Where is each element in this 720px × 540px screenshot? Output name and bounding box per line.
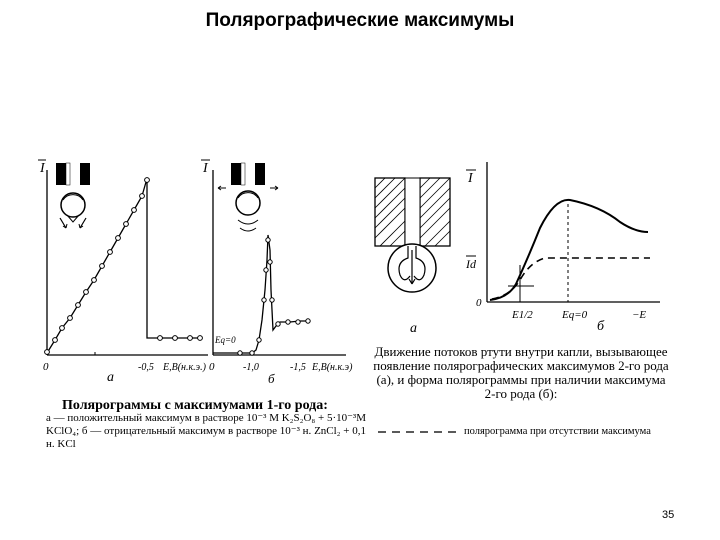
left-caption-title: Полярограммы с максимумами 1-го рода: <box>62 398 328 413</box>
graph-b-panel-label: б <box>268 371 275 386</box>
graph-b-point <box>296 320 300 324</box>
graph-a-point <box>132 208 137 213</box>
graph-a-point <box>124 222 129 227</box>
mercury-drop-illustration <box>375 178 450 336</box>
slide-title: Полярографические максимумы <box>205 10 515 31</box>
polarogram-ehalf-label: E1/2 <box>512 309 533 321</box>
graph-b-tick1: -1,0 <box>243 362 259 373</box>
graph-a-electrode-icon <box>56 163 90 228</box>
graph-b-point <box>276 322 280 326</box>
graph-a-tick: -0,5 <box>138 362 154 373</box>
polarogram-y-label: I <box>468 171 473 186</box>
graph-a-point <box>108 250 113 255</box>
graph-a-point <box>60 326 65 331</box>
graph-b <box>201 160 353 386</box>
graph-b-point <box>306 319 310 323</box>
graph-a-point <box>145 178 150 183</box>
graph-a-point <box>188 336 193 341</box>
graph-a-point <box>198 336 203 341</box>
graph-b-point <box>268 260 272 264</box>
graph-a-point <box>140 194 145 199</box>
graph-b-origin: 0 <box>209 361 215 373</box>
graph-b-point <box>270 298 274 302</box>
graph-b-y-label: I <box>203 161 208 176</box>
graph-a-point <box>84 290 89 295</box>
graph-b-point <box>264 268 268 272</box>
polarogram-id-label: Id <box>466 257 476 271</box>
polarogram-neg-e-label: −E <box>632 309 647 321</box>
graph-a-point <box>53 338 58 343</box>
graph-a-origin: 0 <box>43 361 49 373</box>
polarogram-origin: 0 <box>476 297 482 309</box>
page-number: 35 <box>662 509 675 521</box>
graph-a-point <box>76 303 81 308</box>
graph-a-curve <box>47 178 200 353</box>
graph-a-point <box>158 336 163 341</box>
polarogram-graph <box>465 162 660 334</box>
graph-a-point <box>68 316 73 321</box>
graph-a-point <box>92 278 97 283</box>
graph-b-point <box>262 298 266 302</box>
right-panel-a-label: а <box>410 321 417 336</box>
graph-b-tick2: -1,5 <box>290 362 306 373</box>
graph-a-point <box>45 350 50 355</box>
graph-a-y-label: I <box>40 161 45 176</box>
graph-a-points <box>45 178 203 355</box>
polarogram-max-curve <box>490 200 648 300</box>
graph-a-point <box>100 264 105 269</box>
graph-b-x-label: E,B(н.к.э) <box>312 362 353 373</box>
polarogram-dashed-curve <box>492 258 650 299</box>
left-caption-body: а — положительный максимум в растворе 10⁻³ М K₂S₂O₈ + 5·10⁻³М KClO₄; б — отрицательный максимум в растворе 10⁻³ н. ZnCl₂ + 0,1 н. KCl <box>46 412 366 450</box>
graph-b-point <box>286 320 290 324</box>
graph-b-point <box>238 351 242 355</box>
graph-a-panel-label: а <box>107 370 114 385</box>
polarogram-eq0-label: Eq=0 <box>562 309 588 321</box>
graph-b-point <box>250 351 254 355</box>
graph-b-point <box>266 238 270 242</box>
graph-b-electrode-icon <box>218 163 278 231</box>
graph-a-point <box>173 336 178 341</box>
graph-b-ezero-label: Eq=0 <box>215 335 236 345</box>
right-caption-legend <box>376 426 676 437</box>
right-panel-b-label: б <box>597 319 605 334</box>
graph-b-points <box>238 238 310 355</box>
graph-a <box>38 160 208 385</box>
graph-a-point <box>116 236 121 241</box>
graph-b-point <box>257 338 261 342</box>
legend-text: полярограмма при отсутствии максимума <box>464 426 651 437</box>
right-caption-main: Движение потоков ртути внутри капли, вызывающее появление полярографических максимумов 2-го рода (а), и форма полярограммы при наличии максимума 2-го рода (б): <box>373 344 669 401</box>
graph-a-x-label: E,B(н.к.э.) <box>163 362 206 373</box>
